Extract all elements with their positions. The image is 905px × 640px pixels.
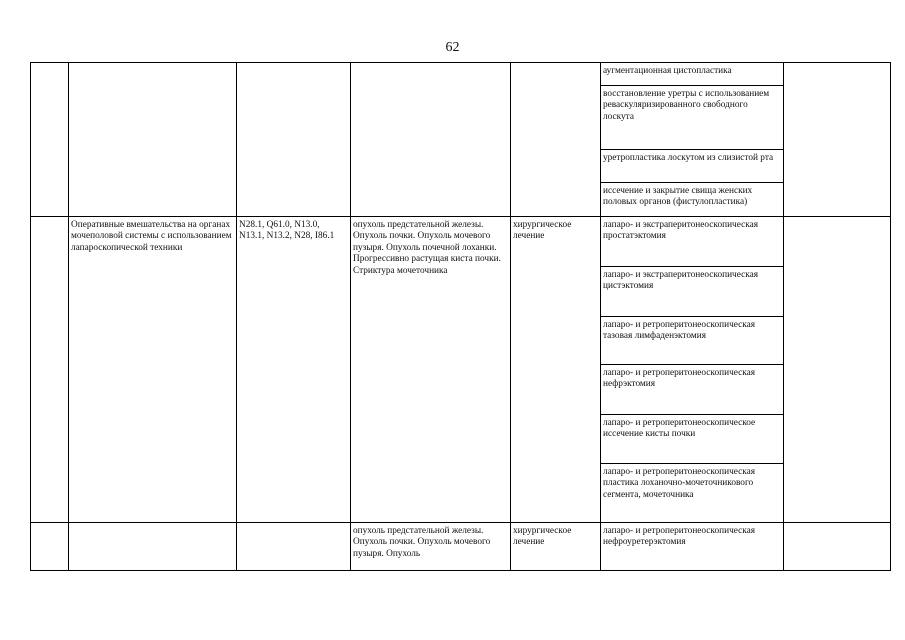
cell-codes: N28.1, Q61.0, N13.0, N13.1, N13.2, N28, I86.1	[239, 220, 335, 242]
table-border-v	[510, 62, 511, 571]
table-border-h	[600, 149, 784, 150]
cell-treatment-type: хирургическое лечение	[513, 526, 572, 548]
cell-patient-model: опухоль предстательной железы. Опухоль почки. Опухоль мочевого пузыря. Опухоль	[353, 526, 491, 559]
table-border-h	[30, 216, 891, 217]
table-border-h	[600, 182, 784, 183]
table-border-h	[600, 364, 784, 365]
table-border-v	[68, 62, 69, 571]
cell-method: уретропластика лоскутом из слизистой рта	[603, 153, 774, 163]
cell-method: лапаро- и экстраперитонеоскопическая простатэктомия	[603, 220, 758, 242]
table-border-h	[600, 463, 784, 464]
cell-patient-model: опухоль предстательной железы. Опухоль почки. Опухоль мочевого пузыря. Опухоль почечной лоханки. Прогрессивно растущая киста почки. Стриктура мочеточника	[353, 220, 501, 276]
cell-treatment-type: хирургическое лечение	[513, 220, 572, 242]
table-border-h	[600, 266, 784, 267]
table-border-h	[30, 522, 891, 523]
table-border-v	[236, 62, 237, 571]
table-border-v	[783, 62, 784, 571]
cell-name: Оперативные вмешательства на органах мочеполовой системы с использованием лапароскопической техники	[71, 220, 232, 253]
page-number: 62	[445, 40, 460, 55]
cell-method: лапаро- и ретроперитонеоскопическая пластика лоханочно-мочеточникового сегмента, мочеточника	[603, 467, 756, 500]
table-border-h	[600, 85, 784, 86]
cell-method: иссечение и закрытие свища женских половых органов (фистулопластика)	[603, 186, 753, 208]
table-border-h	[600, 414, 784, 415]
table-border-v	[30, 62, 31, 571]
cell-method: аугментационная цистопластика	[603, 66, 732, 76]
table-border-v	[600, 62, 601, 571]
table-border-h	[600, 316, 784, 317]
table-border-v	[890, 62, 891, 571]
table-border-v	[350, 62, 351, 571]
table-border-h	[30, 62, 891, 63]
table-border-h	[30, 570, 891, 571]
cell-method: восстановление уретры с использованием реваскуляризированного свободного лоскута	[603, 89, 770, 122]
cell-method: лапаро- и ретроперитонеоскопическая тазовая лимфаденэктомия	[603, 320, 756, 342]
cell-method: лапаро- и ретроперитонеоскопическая нефроуретерэктомия	[603, 526, 756, 548]
cell-method: лапаро- и ретроперитонеоскопическая нефрэктомия	[603, 368, 756, 390]
cell-method: лапаро- и ретроперитонеоскопическое иссечение кисты почки	[603, 418, 756, 440]
cell-method: лапаро- и экстраперитонеоскопическая цистэктомия	[603, 270, 758, 292]
